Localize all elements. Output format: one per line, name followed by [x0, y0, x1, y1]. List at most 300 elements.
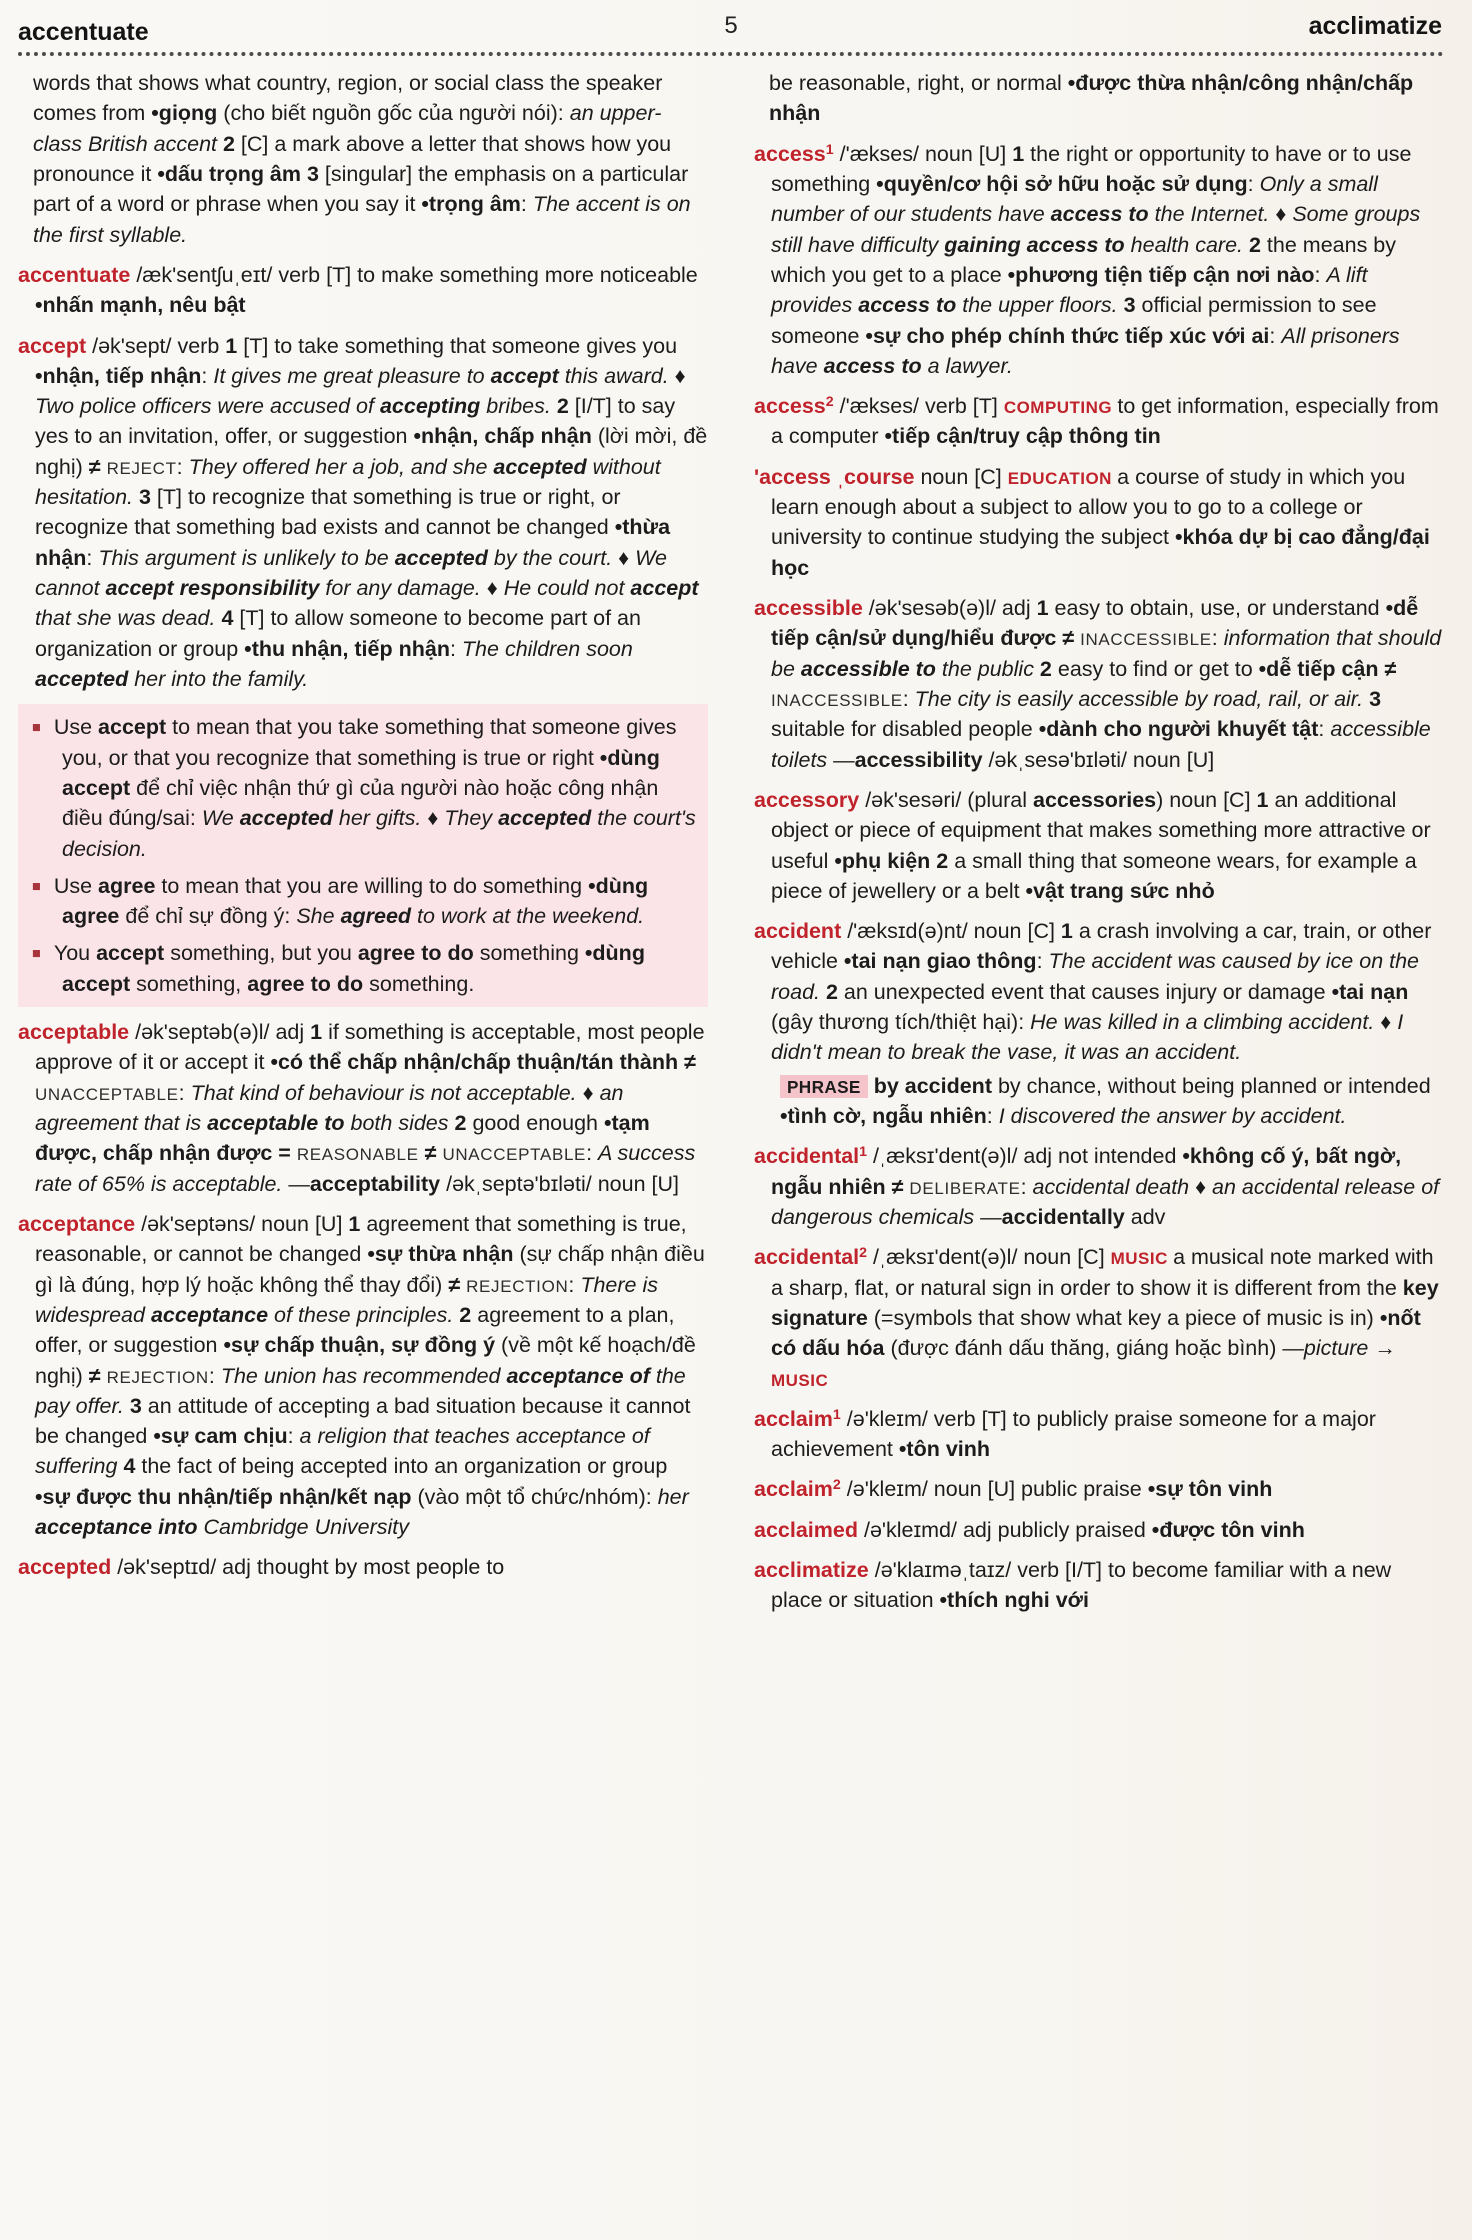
- text-run: ♦: [674, 363, 686, 388]
- text-run: (lời mời, đề nghị): [35, 424, 708, 479]
- dictionary-entry: [754, 1404, 1444, 1465]
- headword: access: [754, 141, 826, 166]
- example-text: He was killed in a climbing accident.: [1030, 1010, 1381, 1035]
- text-run: an attitude of accepting a bad situation because it cannot be changed: [35, 1393, 691, 1449]
- example-text: She: [296, 904, 341, 929]
- bold-text: accept: [98, 715, 167, 740]
- bold-text: 4: [123, 1454, 142, 1479]
- dictionary-entry: [18, 331, 708, 695]
- bold-text: 1: [310, 1020, 329, 1045]
- headword: accidental: [754, 1245, 860, 1270]
- homonym-number: 1: [859, 1144, 868, 1161]
- bold-text: ≠: [684, 1050, 696, 1075]
- dictionary-entry: [18, 1552, 708, 1582]
- example-text: They offered her a job, and she: [188, 454, 494, 479]
- bold-text: =: [278, 1141, 297, 1166]
- bold-text: 3: [306, 161, 325, 186]
- example-text: They: [444, 806, 499, 831]
- bold-text: 2: [222, 131, 241, 156]
- bold-text: ≠: [88, 454, 107, 479]
- small-caps-label: DELIBERATE: [909, 1178, 1021, 1198]
- text-run: :: [176, 454, 189, 479]
- bold-text: •thừa nhận: [35, 515, 671, 570]
- bold-text: •tình cờ, ngẫu nhiên: [780, 1104, 987, 1128]
- text-run: agreement to a plan, offer, or suggestion: [35, 1302, 675, 1358]
- example-text: The union has recommended: [220, 1363, 507, 1388]
- bold-text: •tiếp cận/truy cập thông tin: [884, 424, 1161, 449]
- dictionary-entry: [754, 1474, 1444, 1504]
- header-divider: [18, 52, 1444, 56]
- example-text: The city is easily accessible by road, rail, or air.: [914, 686, 1370, 711]
- text-run: /ək'sept/ verb: [92, 333, 226, 358]
- example-text: both sides: [344, 1111, 455, 1135]
- text-run: /ək'sesəri/ (plural: [865, 787, 1033, 812]
- text-run: to get information, especially from a computer: [771, 394, 1439, 449]
- page-number: 5: [724, 12, 738, 39]
- example-text: This argument is unlikely to be: [98, 545, 395, 570]
- text-run: Use: [53, 715, 99, 740]
- guide-word-left: accentuate: [18, 18, 149, 46]
- usage-note-box: [18, 704, 708, 1007]
- bold-text: •tôn vinh: [898, 1437, 991, 1462]
- small-caps-label: REJECTION: [466, 1276, 569, 1296]
- bold-text: •sự thừa nhận: [367, 1242, 520, 1267]
- example-text: an accidental release of dangerous chemicals: [771, 1174, 1440, 1229]
- example-bold-text: gaining access to: [944, 232, 1125, 257]
- text-run: ♦: [427, 806, 445, 831]
- text-run: :: [208, 1363, 221, 1388]
- example-bold-text: accessible to: [800, 656, 936, 681]
- small-caps-label: REJECTION: [106, 1367, 209, 1387]
- example-text: The children soon: [461, 636, 633, 661]
- dictionary-entry: [18, 260, 708, 321]
- example-bold-text: access to: [1050, 202, 1149, 227]
- dictionary-entry: [754, 785, 1444, 906]
- bold-text: •được tôn vinh: [1151, 1517, 1305, 1542]
- bold-text: accept: [96, 941, 165, 966]
- example-text: an upper-class British accent: [33, 101, 662, 156]
- text-run: Use: [53, 873, 99, 898]
- square-bullet-icon: ■: [32, 946, 41, 963]
- bold-text: 1: [1256, 787, 1275, 812]
- subject-label: MUSIC: [771, 1370, 829, 1390]
- dictionary-entry: [754, 139, 1444, 382]
- example-text: the upper floors.: [956, 293, 1124, 318]
- example-bold-text: acceptance of: [506, 1363, 650, 1388]
- text-run: /ək'sesəb(ə)l/ adj: [868, 596, 1037, 620]
- page-header: [18, 12, 1444, 48]
- dictionary-entry: [18, 1209, 708, 1542]
- square-bullet-icon: ■: [32, 720, 41, 737]
- bold-text: 4: [221, 606, 240, 631]
- bold-text: 2: [825, 979, 844, 1004]
- example-text: Two police officers were accused of: [35, 394, 380, 419]
- entry-continuation: [18, 68, 708, 250]
- text-run: a course of study in which you learn enough about a subject to allow you to go to a college or university to continue studying the subject: [771, 464, 1406, 550]
- example-bold-text: access to: [858, 293, 957, 318]
- example-text: There is widespread: [35, 1272, 659, 1327]
- subject-label: EDUCATION: [1007, 468, 1118, 488]
- column-left: [18, 68, 708, 1616]
- example-text: the court's decision.: [62, 806, 696, 861]
- text-run: [T] to take something that someone gives you: [243, 333, 678, 358]
- headword: acclimatize: [754, 1558, 875, 1583]
- text-run: (sự chấp nhận điều gì là đúng, hợp lý hoặc không thể thay đổi): [35, 1242, 705, 1297]
- bold-text: •phương tiện tiếp cận nơi nào: [1007, 262, 1315, 287]
- headword: accessible: [754, 596, 869, 620]
- example-text: We: [201, 806, 240, 831]
- bold-text: •thu nhận, tiếp nhận: [244, 636, 450, 661]
- text-run: [I/T] to say yes to an invitation, offer, or suggestion: [35, 394, 676, 449]
- headword: accident: [754, 919, 848, 944]
- example-text: of these principles.: [268, 1302, 460, 1327]
- small-caps-label: REJECT: [106, 458, 177, 478]
- text-run: /æk'sentʃuˌeɪt/ verb [T] to make something more noticeable: [136, 262, 698, 287]
- text-run: /ˌæksɪ'dent(ə)l/ noun [C]: [867, 1245, 1111, 1270]
- example-text: for any damage.: [319, 576, 487, 600]
- bold-text: accidentally: [1001, 1204, 1131, 1229]
- text-run: [singular] the emphasis on a particular part of a word or phrase when you say it: [33, 161, 689, 217]
- text-run: ♦: [1195, 1174, 1213, 1199]
- example-bold-text: accepting: [379, 394, 481, 419]
- text-run: để chỉ sự đồng ý:: [125, 904, 297, 929]
- example-text: this award.: [558, 363, 675, 388]
- example-text: It gives me great pleasure to: [213, 363, 491, 388]
- text-run: —: [288, 1171, 310, 1196]
- text-run: :: [520, 192, 533, 217]
- text-run: :: [287, 1424, 300, 1449]
- phrase-line: [754, 1071, 1444, 1132]
- example-bold-text: acceptance into: [35, 1515, 198, 1540]
- example-text: He could not: [503, 576, 631, 600]
- bold-text: 2: [936, 848, 955, 873]
- bold-text: •dấu trọng âm: [157, 161, 307, 186]
- example-text: I didn't mean to break the vase, it was an accident.: [771, 1010, 1404, 1065]
- text-run: :: [201, 363, 214, 388]
- bold-text: •dùng accept: [62, 941, 645, 996]
- headword: acclaim: [754, 1406, 833, 1431]
- example-text: I discovered the answer by accident.: [998, 1104, 1347, 1128]
- text-run: :: [1247, 171, 1260, 196]
- bold-text: •quyền/cơ hội sở hữu hoặc sử dụng: [876, 171, 1248, 196]
- text-run: official permission to see someone: [771, 293, 1377, 348]
- example-bold-text: accepted: [239, 806, 333, 831]
- bold-text: •thích nghi với: [939, 1588, 1089, 1613]
- dictionary-entry: [754, 593, 1444, 775]
- homonym-number: 2: [859, 1245, 868, 1262]
- text-run: something, but you: [164, 941, 358, 966]
- bold-text: 3: [129, 1393, 148, 1418]
- bold-text: 2: [454, 1111, 473, 1135]
- bold-text: 1: [348, 1211, 367, 1236]
- dictionary-entry: [18, 1017, 708, 1199]
- headword: acceptance: [18, 1211, 142, 1236]
- bold-text: 1: [225, 333, 244, 358]
- example-text: The accent is on the first syllable.: [33, 192, 691, 247]
- text-run: để chỉ việc nhận thứ gì của người nào hoặc công nhận điều đúng/sai:: [62, 775, 659, 831]
- bold-text: •sự được thu nhận/tiếp nhận/kết nạp: [35, 1484, 418, 1509]
- text-run: /əkˌseptə'bɪləti/ noun [U]: [446, 1171, 679, 1196]
- example-bold-text: accept responsibility: [105, 576, 320, 600]
- bold-text: •dùng accept: [62, 745, 660, 800]
- phrase-label: PHRASE: [780, 1075, 868, 1098]
- guide-word-right: acclimatize: [1308, 12, 1442, 40]
- bold-text: •nốt có dấu hóa: [771, 1305, 1421, 1361]
- bold-text: •có thể chấp nhận/chấp thuận/tán thành: [270, 1050, 685, 1075]
- small-caps-label: REASONABLE: [296, 1145, 419, 1165]
- homonym-number: 1: [832, 1406, 841, 1423]
- bold-text: 2: [459, 1302, 478, 1327]
- text-run: [T] to recognize that something is true or right, or recognize that something bad exists and cannot be changed: [35, 485, 621, 540]
- bold-text: •vật trang sức nhỏ: [1025, 878, 1215, 903]
- bold-text: agree to do: [357, 941, 474, 966]
- headword: acclaimed: [754, 1517, 864, 1542]
- text-run: :: [1318, 717, 1331, 742]
- example-text: That kind of behaviour is not acceptable.: [190, 1080, 583, 1105]
- example-text: to work at the weekend.: [411, 904, 645, 929]
- example-text: accessible toilets: [771, 717, 1431, 772]
- text-run: /ˌæksɪ'dent(ə)l/ adj not intended: [867, 1144, 1183, 1169]
- example-text: Some groups still have difficulty: [771, 202, 1421, 257]
- bold-text: •nhận, tiếp nhận: [35, 363, 202, 388]
- dictionary-entry: [754, 1515, 1444, 1545]
- text-run: words that shows what country, region, or social class the speaker comes from: [33, 71, 663, 126]
- text-run: the means by which you get to a place: [771, 232, 1396, 287]
- bold-text: 3: [1123, 293, 1142, 318]
- text-run: a small thing that someone wears, for example a piece of jewellery or a belt: [771, 848, 1417, 903]
- text-run: ♦: [1380, 1010, 1398, 1035]
- text-run: adv: [1130, 1204, 1166, 1229]
- homonym-number: 2: [832, 1477, 841, 1494]
- headword: access: [754, 394, 826, 419]
- example-text: bribes.: [480, 394, 557, 419]
- text-run: (về một kế hoạch/đề nghị): [35, 1333, 696, 1388]
- example-bold-text: accepted: [394, 545, 488, 570]
- text-run: (vào một tổ chức/nhóm):: [417, 1484, 658, 1509]
- text-run: easy to obtain, use, or understand: [1054, 596, 1386, 620]
- bold-text: 1: [1012, 141, 1031, 166]
- bold-text: ≠: [448, 1272, 467, 1297]
- text-run: /əkˌsesə'bɪləti/ noun [U]: [988, 747, 1215, 772]
- text-run: /ək'septəb(ə)l/ adj: [135, 1020, 311, 1045]
- bold-text: ≠: [1062, 626, 1081, 651]
- example-text: the Internet.: [1148, 202, 1276, 227]
- text-run: :: [1036, 949, 1049, 974]
- example-bold-text: agreed: [340, 904, 412, 929]
- bold-text: •trọng âm: [421, 192, 521, 217]
- bold-text: •được thừa nhận/công nhận/chấp nhận: [769, 71, 1414, 126]
- text-run: noun [C]: [920, 464, 1008, 489]
- dictionary-entry: [754, 391, 1444, 452]
- bold-text: agree to do: [247, 971, 364, 996]
- example-text: A lift provides: [771, 262, 1368, 318]
- text-run: ♦: [618, 545, 636, 570]
- bold-text: •dễ tiếp cận: [1258, 656, 1385, 681]
- bold-text: •khóa dự bị cao đẳng/đại học: [771, 525, 1430, 580]
- example-text: picture: [1303, 1336, 1375, 1361]
- text-run: ♦: [486, 576, 504, 600]
- example-bold-text: access to: [823, 353, 922, 378]
- bold-text: •phụ kiện: [834, 848, 937, 873]
- bold-text: •tai nạn giao thông: [843, 949, 1037, 974]
- small-caps-label: INACCESSIBLE: [1080, 630, 1212, 650]
- bold-text: •dùng agree: [62, 873, 649, 929]
- text-run: :: [1314, 262, 1327, 287]
- column-right: [754, 68, 1444, 1616]
- text-run: by chance, without being planned or intended: [997, 1073, 1431, 1098]
- bold-text: ≠: [88, 1363, 107, 1388]
- text-run: suitable for disabled people: [771, 717, 1039, 742]
- example-text: a lawyer.: [921, 353, 1013, 378]
- bold-text: 2: [1039, 656, 1058, 681]
- entry-continuation: [754, 68, 1444, 129]
- dictionary-entry: [754, 1555, 1444, 1616]
- example-text: by the court.: [487, 545, 619, 570]
- dictionary-columns: [18, 68, 1444, 1616]
- usage-note-item: [32, 938, 700, 999]
- example-bold-text: accept: [490, 363, 559, 388]
- text-run: ♦: [582, 1080, 600, 1105]
- small-caps-label: UNACCEPTABLE: [442, 1145, 587, 1165]
- dictionary-entry: [754, 1141, 1444, 1232]
- example-text: a religion that teaches acceptance of suffering: [35, 1424, 650, 1479]
- text-run: :: [86, 545, 99, 570]
- square-bullet-icon: ■: [32, 878, 41, 895]
- headword: accessory: [754, 787, 866, 812]
- subject-label: MUSIC: [1110, 1249, 1174, 1269]
- text-run: agreement that something is true, reasonable, or cannot be changed: [35, 1211, 687, 1267]
- text-run: :: [1211, 626, 1224, 651]
- usage-note-item: [32, 712, 700, 864]
- text-run: :: [1020, 1174, 1033, 1199]
- bold-text: by accident: [873, 1073, 998, 1098]
- small-caps-label: INACCESSIBLE: [771, 690, 903, 710]
- headword: accept: [18, 333, 93, 358]
- text-run: —: [1282, 1336, 1304, 1361]
- bold-text: agree: [98, 873, 156, 898]
- bold-text: •dành cho người khuyết tật: [1038, 717, 1319, 742]
- dictionary-entry: [754, 916, 1444, 1068]
- text-run: :: [902, 686, 915, 711]
- text-run: a musical note marked with a sharp, flat, or natural sign in order to show it is different from the: [771, 1245, 1434, 1300]
- example-text: the pay offer.: [35, 1363, 686, 1418]
- bold-text: ≠: [1384, 656, 1397, 681]
- headword: accidental: [754, 1144, 860, 1169]
- text-run: :: [1269, 323, 1282, 348]
- text-run: (được đánh dấu thăng, giáng hoặc bình): [890, 1336, 1283, 1361]
- example-text: her: [657, 1484, 689, 1509]
- text-run: [T] to allow someone to become part of an organization or group: [35, 606, 641, 661]
- dictionary-entry: [754, 462, 1444, 583]
- text-run: /ə'kleɪmd/ adj publicly praised: [863, 1517, 1152, 1542]
- text-run: :: [568, 1272, 581, 1297]
- bold-text: •sự cho phép chính thức tiếp xúc với ai: [865, 323, 1270, 348]
- example-bold-text: accept: [630, 576, 699, 600]
- headword: acceptable: [18, 1020, 136, 1045]
- example-text: accidental death: [1032, 1174, 1196, 1199]
- text-run: —: [980, 1204, 1002, 1229]
- text-run: [C] a mark above a letter that shows how you pronounce it: [33, 131, 672, 186]
- text-run: something: [473, 941, 585, 966]
- text-run: :: [178, 1080, 191, 1105]
- homonym-number: 1: [825, 141, 834, 158]
- example-text: health care.: [1124, 232, 1249, 257]
- small-caps-label: UNACCEPTABLE: [35, 1084, 179, 1104]
- text-run: something.: [363, 971, 475, 996]
- text-run: good enough: [472, 1111, 604, 1135]
- bold-text: 2: [556, 394, 575, 419]
- usage-note-item: [32, 871, 700, 932]
- bold-text: 1: [1036, 596, 1055, 620]
- text-run: an additional object or piece of equipment that makes something more attractive or useful: [771, 787, 1431, 873]
- bold-text: accessibility: [854, 747, 989, 772]
- example-text: her into the family.: [128, 666, 309, 691]
- bold-text: 3: [138, 485, 157, 510]
- text-run: to mean that you take something that someone gives you, or that you recognize that something is true or right: [62, 715, 677, 770]
- text-run: to mean that you are willing to do something: [155, 873, 589, 898]
- text-run: if something is acceptable, most people approve of it or accept it: [35, 1020, 705, 1075]
- text-run: easy to find or get to: [1057, 656, 1259, 681]
- example-bold-text: accepted: [498, 806, 592, 831]
- bold-text: •tai nạn: [1331, 979, 1409, 1004]
- text-run: :: [449, 636, 462, 661]
- dictionary-entry: [754, 1242, 1444, 1394]
- text-run: ♦: [1275, 202, 1293, 227]
- text-run: /ə'klaɪməˌtaɪz/ verb [I/T] to become familiar with a new place or situation: [771, 1558, 1392, 1613]
- bold-text: •tạm được, chấp nhận được: [35, 1111, 650, 1166]
- example-text: Cambridge University: [197, 1515, 409, 1540]
- text-run: :: [586, 1141, 599, 1166]
- bold-text: ≠: [891, 1174, 910, 1199]
- text-run: /'æksɪd(ə)nt/ noun [C]: [847, 919, 1061, 944]
- text-run: a crash involving a car, train, or other vehicle: [771, 919, 1432, 974]
- bold-text: •dễ tiếp cận/sử dụng/hiểu được: [771, 596, 1419, 651]
- headword: acclaim: [754, 1477, 833, 1502]
- text-run: ) noun [C]: [1156, 787, 1257, 812]
- bold-text: accessories: [1033, 787, 1157, 812]
- bold-text: 1: [1060, 919, 1079, 944]
- text-run: the fact of being accepted into an organization or group: [141, 1454, 668, 1479]
- text-run: —: [833, 747, 855, 772]
- example-text: We cannot: [35, 545, 667, 600]
- bold-text: •sự cam chịu: [153, 1424, 288, 1449]
- example-text: A success rate of 65% is acceptable.: [35, 1141, 696, 1196]
- text-run: (cho biết nguồn gốc của người nói):: [223, 101, 570, 126]
- example-text: All prisoners have: [771, 323, 1400, 378]
- text-run: /ək'septɪd/ adj thought by most people to: [117, 1555, 505, 1580]
- example-bold-text: acceptable to: [207, 1111, 345, 1135]
- example-text: information that should be: [771, 626, 1442, 681]
- example-bold-text: acceptance: [150, 1302, 269, 1327]
- text-run: /ək'septəns/ noun [U]: [141, 1211, 349, 1236]
- bold-text: •sự tôn vinh: [1147, 1477, 1273, 1502]
- example-bold-text: accepted: [35, 666, 129, 691]
- headword: 'access ˌcourse: [754, 464, 921, 489]
- example-text: her gifts.: [332, 806, 428, 831]
- example-bold-text: accepted: [493, 454, 587, 479]
- text-run: :: [986, 1104, 999, 1128]
- bold-text: 3: [1369, 686, 1382, 711]
- bold-text: acceptability: [309, 1171, 447, 1196]
- text-run: You: [53, 941, 97, 966]
- text-run: /ə'kleɪm/ noun [U] public praise: [840, 1477, 1148, 1502]
- bold-text: ≠: [418, 1141, 443, 1166]
- bold-text: •nhận, chấp nhận: [413, 424, 598, 449]
- text-run: be reasonable, right, or normal: [769, 71, 1068, 95]
- bold-text: •nhấn mạnh, nêu bật: [35, 293, 246, 318]
- bold-text: →: [1374, 1336, 1396, 1361]
- text-run: /'ækses/ verb [T]: [833, 394, 1004, 419]
